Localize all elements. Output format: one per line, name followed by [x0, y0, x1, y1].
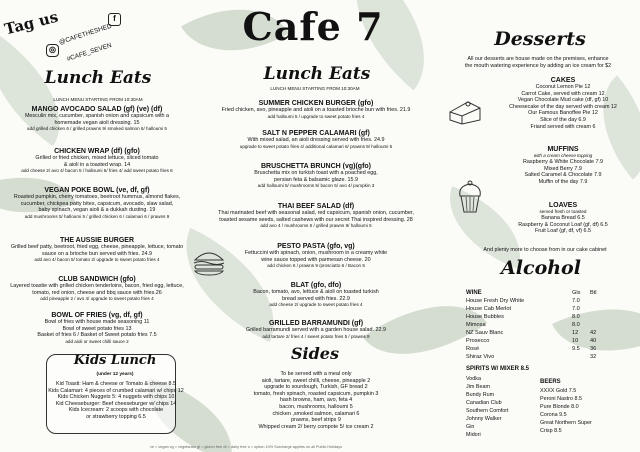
menu-item	[196, 130, 436, 150]
section-title: Lunch Eats	[263, 64, 371, 84]
item-desc: Roasted pumpkin, cherry tomatoes, beetroot hummus, almond flakes,	[13, 194, 181, 200]
wine-bottle: 40	[590, 338, 597, 344]
section-title: Lunch Eats	[44, 68, 152, 88]
beer-item: XXXX Gold 7.5	[540, 388, 577, 394]
dessert-item: Cheesecake of the day served with cream 12	[509, 103, 617, 110]
item-name: CHICKEN WRAP (df) (gfo)	[54, 148, 140, 155]
kids-item: Kids Icecream: 2 scoops with chocolate	[68, 407, 164, 414]
spirits-header: SPIRITS W/ MIXER 8.5	[466, 366, 530, 372]
item-desc: Mesculin mix, cucumber, spanish onion and capsicum with a	[24, 113, 170, 119]
menu-intro: LUNCH MENU STARTING FROM 10:30AM	[270, 86, 360, 91]
instagram-icon[interactable]: ◎	[46, 44, 59, 57]
item-addons: add avo 4 / mushrooms 5 / grilled prawns 9/ halloumi 5	[260, 223, 372, 229]
item-desc: With mixed salad, an aioli dressing served with fries. 24.9	[247, 137, 385, 143]
spirits-list	[466, 375, 509, 439]
dessert-item: Banana Bread 6.5	[541, 215, 585, 221]
desserts-note: And plenty more to choose from in our cake cabinet	[483, 247, 607, 253]
item-addons: add mushrooms 5/ halloumi 5 / grilled chicken 6 / calamari 6 / prawns 9	[24, 213, 170, 219]
facebook-icon[interactable]: f	[108, 13, 121, 26]
menu-item	[196, 163, 436, 189]
menu-item	[186, 203, 446, 229]
beer-item: Pure Blonde 8.0	[540, 404, 579, 410]
wine-glass: 12	[572, 330, 579, 336]
wine-header: WINE	[466, 290, 482, 296]
item-addons: add halloumi 5 / upgrade to sweet potato fries 4	[267, 113, 365, 119]
item-desc: cucumber, chickpea patty bites, capsicum, avocado, slaw salad,	[20, 200, 174, 207]
menu-item	[4, 106, 190, 132]
hashtag: #CAFE_SEVEN	[66, 41, 113, 64]
wine-name: Mimosa	[466, 322, 486, 328]
item-addons: add tartare 2/ fries 4 / sweet potato fries 5 / prawns 9	[262, 333, 370, 339]
instagram-handle: @CAFETHESHED	[58, 22, 113, 47]
sides-item: hash browns, ham, avo, feta 4	[279, 397, 353, 404]
spirit-item: Jim Beam	[466, 384, 490, 390]
item-name: THE AUSSIE BURGER	[59, 237, 135, 244]
social-tag: Tag us	[2, 7, 60, 39]
kids-item: Kid Toasti: Ham & cheese or Tomato & cheese 8.5	[56, 381, 176, 387]
item-name: PESTO PASTA (gfo, vg)	[277, 243, 355, 250]
sides-item: upgrade to sourdough, Turkish, GF bread 2	[264, 384, 368, 391]
item-name: GRILLED BARRAMUNDI (gf)	[268, 320, 364, 327]
wine-glass: 10	[572, 338, 579, 344]
kids-subtitle: (under 12 years)	[96, 372, 134, 377]
col-bottle-header: Btl	[590, 290, 597, 296]
spirit-item: Southern Comfort	[466, 408, 509, 414]
wine-bottle: 42	[590, 330, 597, 336]
dessert-item: Fruit Loaf (gf, df, vf) 6.5	[534, 228, 592, 235]
beer-item: Crisp 8.5	[540, 428, 562, 434]
item-name: MANGO AVOCADO SALAD (gf) (ve) (df)	[31, 106, 163, 113]
wine-name: House Cab Merlot	[466, 306, 512, 312]
menu-item	[216, 282, 416, 308]
item-addons: add cheese 2/ avo 4/ bacon 5 / halloumi 5/ fries 4/ add sweet potato fries 6	[21, 168, 173, 174]
item-desc: persian feta & balsamic glaze. 15.9	[274, 176, 358, 183]
sides-item: bacon, mushrooms, halloumi 5	[279, 403, 353, 410]
item-desc: sauce on a brioche bun served with fries. 24.9	[42, 250, 152, 257]
dessert-item: Coconut Lemon Pie 12	[535, 84, 591, 90]
item-addons: add cheese 2/ upgrade to sweet potato fries 4	[269, 302, 363, 308]
section-title: Desserts	[494, 28, 586, 50]
item-desc: Layered toastie with grilled chicken tenderloins, bacon, fried egg, lettuce,	[10, 283, 184, 289]
item-addons: add aioli or sweet chilli sauce 2	[65, 338, 129, 344]
item-desc: Fettuccini with spinach, onion, mushroom in a creamy white	[244, 250, 388, 256]
section-title: Sides	[290, 344, 339, 363]
burger-illustration	[192, 246, 226, 276]
sides-item: Whipped cream 2/ berry compote 5/ ice cream 2	[258, 423, 374, 430]
item-desc: Grilled beef patty, beetroot, fried egg, cheese, pineapple, lettuce, tomato	[10, 244, 184, 250]
item-desc: Bowl of fries with house made seasoning 11	[44, 319, 150, 325]
wine-glass: 7.0	[572, 298, 580, 304]
cafe-logo: Cafe 7	[242, 4, 384, 49]
wine-glass: 9.5	[572, 346, 580, 352]
wine-name: Rosé	[466, 346, 480, 352]
menu-item	[216, 243, 416, 269]
spirit-item: Canadian Club	[466, 400, 502, 406]
item-desc: tomato, red onion, cheese and bbq sauce with fries.26	[32, 289, 162, 296]
cakes-list	[488, 77, 638, 130]
kids-items	[26, 381, 206, 421]
wine-glass: 8.0	[572, 314, 580, 320]
wine-name: Prosecco	[466, 338, 490, 344]
menu-item	[4, 187, 190, 220]
kids-item: or strawberry topping 6.5	[86, 413, 146, 420]
cakes-title: CAKES	[550, 77, 576, 84]
beer-item: Great Northern Super	[540, 420, 592, 426]
section-title: Alcohol	[501, 257, 581, 279]
item-name: VEGAN POKE BOWL (ve, df, gf)	[44, 187, 150, 194]
item-name: SUMMER CHICKEN BURGER (gfo)	[258, 100, 374, 107]
kids-item: Kid Cheeseburger: Beef cheeseburger w/ chips 14	[55, 400, 177, 407]
item-desc: & aioli in a toasted wrap. 14	[63, 161, 131, 168]
wine-name: NZ Sauv Blanc	[466, 330, 504, 336]
item-desc: Grilled barramundi served with a garden house salad. 22.9	[246, 327, 386, 333]
wine-name: House Fresh Dry White	[466, 298, 525, 304]
menu-item	[4, 276, 190, 302]
menu-item	[196, 100, 436, 120]
item-name: BLAT (gfo, dfo)	[290, 282, 342, 289]
dessert-item: Our Famous Banoffee Pie 12	[528, 110, 598, 117]
dessert-item: Raspberry & White Chocolate 7.9	[523, 159, 603, 165]
wine-glass: 8.0	[572, 322, 580, 328]
muffins-title: MUFFINS	[547, 146, 579, 153]
item-addons: add pineapple 2 / avo 4/ upgrade to sweet potato fries 4	[40, 296, 154, 302]
dessert-item: Mixed Berry 7.9	[544, 165, 582, 172]
desserts-intro-line: the mouth watering experience by adding an ice cream for $2	[464, 62, 612, 69]
wine-name: House Bubbles	[466, 314, 504, 320]
beers-list	[540, 387, 592, 435]
beer-item: Peroni Nastro 8.5	[540, 396, 582, 402]
item-addons: upgrade to sweet potato fries 4/ additional calamari 6/ prawns 9/ halloumi 5	[239, 143, 393, 149]
sides-item: prawns, beef strips 9	[291, 417, 341, 424]
menu-intro: LUNCH MENU STARTING FROM 10:30AM	[53, 97, 143, 102]
wine-name: Shiraz Vivo	[466, 354, 495, 360]
beer-item: Corona 9.5	[540, 412, 567, 418]
item-desc: Bowl of sweet potato fries 13	[62, 325, 132, 332]
item-desc: toasted sesame seeds, salted cashews with our secret Thai inspired dressing. 28	[219, 216, 413, 223]
item-desc: Grilled or fried chicken, mixed lettuce, sliced tomato	[35, 155, 159, 161]
item-desc: Fried chicken, avo, pineapple and aioli on a toasted brioche bun with fries. 21.9	[221, 107, 411, 113]
item-desc: Bacon, tomato, avo, lettuce & aioli on toasted turkish	[253, 289, 379, 295]
loaves-list	[488, 202, 638, 235]
desserts-intro-line: All our desserts are house made on the premises, enhance	[467, 56, 609, 62]
item-addons: add avo 4/ bacon 5/ tomato 2/ upgrade to sweet potato fries 4	[34, 257, 160, 263]
kids-item: Kids Calamari: 4 pieces of crumbed calamari w/ chips 12	[48, 387, 184, 394]
wine-bottle: 32	[590, 354, 597, 360]
item-name: BRUSCHETTA BRUNCH (vg)(gfo)	[260, 163, 372, 170]
menu-item	[4, 148, 190, 174]
item-desc: Thai marinated beef with seasonal salad, red capsicum, spanish onion, cucumber,	[218, 210, 414, 216]
col-glass-header: Gls	[572, 290, 581, 296]
dessert-item: Salted Caramel & Chocolate 7.9	[524, 172, 602, 179]
item-name: CLUB SANDWICH (gfo)	[58, 276, 136, 283]
dessert-item: Friand served with cream 6	[530, 123, 596, 130]
item-name: SALT N PEPPER CALAMARI (gf)	[262, 130, 370, 137]
item-addons: add halloumi 5/ mushrooms 5/ bacon 5/ avo 4/ pumpkin 3	[257, 183, 375, 189]
sides-item: tomato, fresh spinach, roasted capsicum, pumpkin 3	[253, 390, 379, 397]
sides-list	[216, 371, 416, 430]
menu-item	[206, 320, 426, 340]
sides-intro: To be served with a meal only	[280, 371, 352, 377]
cupcake-illustration	[456, 180, 484, 214]
item-desc: wine sauce topped with parmesan cheese. 20	[261, 256, 371, 263]
spirit-item: Midori	[466, 432, 481, 438]
beers-header: BEERS	[540, 379, 561, 385]
spirit-item: Gin	[466, 424, 475, 430]
spirit-item: Johnny Walker	[466, 416, 502, 422]
loaves-title: LOAVES	[548, 202, 578, 209]
item-desc: Bruschetta mix on turkish toast with a poached egg,	[254, 170, 378, 176]
muffins-list	[488, 146, 638, 185]
dessert-item: Raspberry & Coconut Loaf (gf, df) 6.5	[518, 221, 608, 228]
item-addons: add chicken 6 / prawns 9 /prosciutto 6 / Bacon 5	[267, 263, 365, 269]
item-name: THAI BEEF SALAD (df)	[277, 203, 355, 210]
item-desc: baby spinach, vegan aioli & a dukkah dusting. 19	[38, 207, 156, 214]
dessert-item: Vegan Chocolate Mud cake (df, gf) 10	[517, 97, 609, 104]
dessert-item: Slice of the day 6.9	[540, 116, 586, 123]
menu-item	[4, 312, 190, 345]
kids-title: Kids Lunch	[73, 353, 157, 368]
desserts-intro	[438, 56, 638, 69]
dessert-item: Muffin of the day 7.9	[538, 178, 588, 185]
menu-item	[4, 237, 190, 263]
wine-glass: 7.0	[572, 306, 580, 312]
item-name: BOWL OF FRIES (vg, df, gf)	[51, 312, 143, 319]
loaves-subtitle: served fresh or toasted	[539, 209, 587, 214]
item-desc: Basket of fries 6 / Basket of Sweet potato fries 7.5	[37, 332, 157, 339]
footer-note: ve = vegan vg = vegetarian gf = gluten free df = dairy free o = option 10% Surcharge applies on all Public Holidays	[150, 445, 342, 449]
item-desc: bread served with fries. 22.9	[282, 295, 350, 302]
sides-item: chicken ,smoked salmon, calamari 6	[272, 410, 360, 417]
muffins-subtitle: with a cream cheese topping	[533, 153, 593, 158]
wine-bottle: 36	[590, 346, 597, 352]
spirit-item: Vodka	[466, 376, 481, 382]
item-desc: homemade vegan aioli dressing. 15	[54, 119, 140, 126]
cake-illustration	[448, 92, 482, 126]
kids-item: Kids Chicken Nuggets 5: 4 nuggets with chips 10	[57, 394, 175, 401]
sides-item: aioli, tartare, sweet chilli, cheese, pineapple 2	[261, 377, 371, 384]
spirit-item: Bundy Rum	[466, 392, 495, 398]
dessert-item: Carrot Cake, served with cream 12	[521, 90, 605, 97]
item-addons: add grilled chicken 6 / grilled prawns 9/ smoked salmon 6/ halloumi 5	[27, 126, 167, 132]
